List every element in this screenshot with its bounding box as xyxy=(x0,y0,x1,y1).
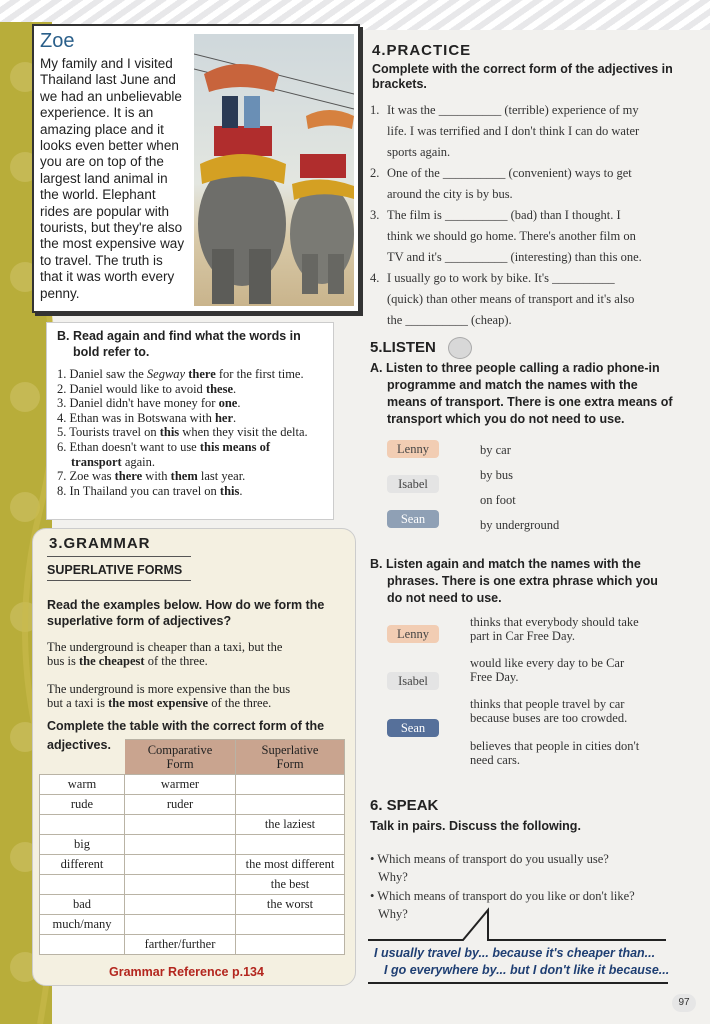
table-task-line-1: Complete the table with the correct form of the xyxy=(47,719,325,733)
adjective-cell: warm xyxy=(40,775,125,795)
zoe-line: we had an unbelievable xyxy=(40,88,182,104)
phrase-tag-isabel: Isabel xyxy=(387,672,439,690)
superlative-cell[interactable] xyxy=(236,835,345,855)
read-again-heading-1: B. Read again and find what the words in xyxy=(57,329,301,343)
zoe-line: that it was worth every xyxy=(40,269,175,285)
practice-line: think we should go home. There's another film on xyxy=(387,229,636,243)
table-row xyxy=(40,935,345,955)
listen-a-line-4: transport which you do not need to use. xyxy=(387,412,625,426)
phrase-3: thinks that people travel by car because buses are too crowded. xyxy=(470,697,628,725)
transport-by-underground: by underground xyxy=(480,518,560,532)
practice-instruction-2: brackets. xyxy=(372,77,427,91)
comparative-cell[interactable] xyxy=(125,915,236,935)
practice-line: 4. I usually go to work by bike. It's __________ xyxy=(370,271,615,285)
read-again-item: 8. In Thailand you can travel on this. xyxy=(57,483,243,498)
adjective-cell: rude xyxy=(40,795,125,815)
zoe-line: you are on top of the xyxy=(40,154,164,170)
superlative-cell: the best xyxy=(236,875,345,895)
adjective-table xyxy=(39,739,345,955)
grammar-question-1: Read the examples below. How do we form the xyxy=(47,598,325,612)
listen-a-line-3: means of transport. There is one extra means of xyxy=(387,395,673,409)
speak-question-1-why: Why? xyxy=(378,870,408,884)
speak-question-2: • Which means of transport do you like or don't like? xyxy=(370,889,635,903)
practice-line: 1. It was the __________ (terrible) experience of my xyxy=(370,103,639,117)
zoe-line: rides are popular with xyxy=(40,203,170,219)
comparative-cell[interactable] xyxy=(125,855,236,875)
example-2-line-2: but a taxi is the most expensive of the three. xyxy=(47,696,272,710)
read-again-heading-2: bold refer to. xyxy=(73,345,150,359)
phrase-tag-sean: Sean xyxy=(387,719,439,737)
zoe-line: looks even better when xyxy=(40,138,179,154)
speak-question-2-why: Why? xyxy=(378,907,408,921)
comparative-header: Comparative Form xyxy=(125,740,236,775)
name-tag-lenny: Lenny xyxy=(387,440,439,458)
practice-line: 2. One of the __________ (convenient) ways to get xyxy=(370,166,632,180)
speech-bubble-outline xyxy=(368,906,668,946)
comparative-cell[interactable] xyxy=(125,875,236,895)
example-2-line-1: The underground is more expensive than the bus xyxy=(47,682,291,696)
zoe-line: to travel. The truth is xyxy=(40,252,163,268)
adjective-cell: much/many xyxy=(40,915,125,935)
adjective-cell[interactable] xyxy=(40,935,125,955)
zoe-line: the most expensive way xyxy=(40,236,185,252)
practice-sentences xyxy=(370,100,670,331)
practice-line: sports again. xyxy=(387,145,451,159)
adjective-cell[interactable] xyxy=(40,875,125,895)
comparative-cell[interactable] xyxy=(125,815,236,835)
read-again-item: 3. Daniel didn't have money for one. xyxy=(57,396,241,411)
phrase-tag-lenny: Lenny xyxy=(387,625,439,643)
practice-line: (quick) than other means of transport and it's also xyxy=(387,292,635,306)
transport-by-bus: by bus xyxy=(480,468,513,482)
superlative-cell[interactable] xyxy=(236,795,345,815)
speak-question-1: • Which means of transport do you usually use? xyxy=(370,852,609,866)
superlative-forms-heading: SUPERLATIVE FORMS xyxy=(47,563,183,577)
comparative-cell[interactable] xyxy=(125,895,236,915)
zoe-line: penny. xyxy=(40,285,80,301)
zoe-title: Zoe xyxy=(40,30,75,52)
read-again-item: 4. Ethan was in Botswana with her. xyxy=(57,410,237,425)
name-tag-isabel: Isabel xyxy=(387,475,439,493)
zoe-text-box xyxy=(32,24,360,313)
speak-model-2: I go everywhere by... but I don't like it because... xyxy=(384,963,670,977)
comparative-cell: warmer xyxy=(125,775,236,795)
example-1-line-1: The underground is cheaper than a taxi, but the xyxy=(47,640,283,654)
grammar-title: 3.GRAMMAR xyxy=(49,535,151,552)
listen-b-line-1: B. Listen again and match the names with the xyxy=(370,557,641,571)
table-row xyxy=(40,775,345,795)
superlative-header: Superlative Form xyxy=(236,740,345,775)
superlative-cell: the laziest xyxy=(236,815,345,835)
comparative-cell[interactable] xyxy=(125,835,236,855)
table-row xyxy=(40,815,345,835)
practice-instruction-1: Complete with the correct form of the adjectives in xyxy=(372,62,673,76)
superlative-cell: the worst xyxy=(236,895,345,915)
zoe-line: largest land animal in xyxy=(40,170,168,186)
read-again-item: 2. Daniel would like to avoid these. xyxy=(57,381,237,396)
table-row xyxy=(40,795,345,815)
audio-cd-icon[interactable] xyxy=(448,337,472,359)
practice-line: around the city is by bus. xyxy=(387,187,513,201)
listen-b-line-3: do not need to use. xyxy=(387,591,502,605)
elephant-photo xyxy=(194,34,354,306)
table-task-line-2: adjectives. xyxy=(47,738,111,752)
adjective-cell[interactable] xyxy=(40,815,125,835)
phrase-2: would like every day to be Car Free Day. xyxy=(470,656,625,684)
elephant-ride-illustration xyxy=(194,34,354,306)
practice-title: 4.PRACTICE xyxy=(372,42,472,59)
listen-b-line-2: phrases. There is one extra phrase which you xyxy=(387,574,658,588)
practice-line: the __________ (cheap). xyxy=(387,313,512,327)
superlative-cell[interactable] xyxy=(236,915,345,935)
table-row xyxy=(40,915,345,935)
phrase-4: believes that people in cities don't need cars. xyxy=(470,739,640,767)
practice-line: life. I was terrified and I don't think I can do water xyxy=(387,124,640,138)
zoe-line: amazing place and it xyxy=(40,121,164,137)
name-tag-sean: Sean xyxy=(387,510,439,528)
listen-a-line-2: programme and match the names with the xyxy=(387,378,638,392)
read-again-item: transport again. xyxy=(71,454,156,469)
table-row xyxy=(40,895,345,915)
read-again-item: 5. Tourists travel on this when they visit the delta. xyxy=(57,425,308,440)
adjective-cell: bad xyxy=(40,895,125,915)
speak-instruction: Talk in pairs. Discuss the following. xyxy=(370,819,581,833)
grammar-panel xyxy=(32,528,356,986)
read-again-exercise xyxy=(46,322,334,520)
adjective-cell: big xyxy=(40,835,125,855)
adjective-cell: different xyxy=(40,855,125,875)
speak-title: 6. SPEAK xyxy=(370,797,439,814)
zoe-line: Thailand last June and xyxy=(40,72,176,88)
table-row xyxy=(40,855,345,875)
read-again-list xyxy=(57,367,329,498)
zoe-line: tourists, but they're also xyxy=(40,220,183,236)
listen-a-line-1: A. Listen to three people calling a radio phone-in xyxy=(370,361,660,375)
read-again-item: 6. Ethan doesn't want to use this means of xyxy=(57,439,271,454)
superlative-cell: the most different xyxy=(236,855,345,875)
example-1-line-2: bus is the cheapest of the three. xyxy=(47,654,208,668)
read-again-item: 1. Daniel saw the Segway there for the first time. xyxy=(57,367,304,381)
grammar-reference[interactable]: Grammar Reference p.134 xyxy=(109,965,264,979)
zoe-line: experience. It is an xyxy=(40,105,154,121)
table-row xyxy=(40,835,345,855)
grammar-question-2: superlative form of adjectives? xyxy=(47,614,232,628)
read-again-item: 7. Zoe was there with them last year. xyxy=(57,469,246,484)
comparative-cell: farther/further xyxy=(125,935,236,955)
table-row xyxy=(40,875,345,895)
zoe-paragraph xyxy=(40,56,188,302)
practice-line: 3. The film is __________ (bad) than I thought. I xyxy=(370,208,621,222)
speak-model-1: I usually travel by... because it's cheaper than... xyxy=(374,946,656,960)
superlative-cell[interactable] xyxy=(236,775,345,795)
superlative-cell[interactable] xyxy=(236,935,345,955)
listen-title: 5.LISTEN xyxy=(370,339,436,356)
page-number: 97 xyxy=(672,994,696,1012)
zoe-line: My family and I visited xyxy=(40,56,173,71)
phrase-1: thinks that everybody should take part in Car Free Day. xyxy=(470,615,639,643)
comparative-cell: ruder xyxy=(125,795,236,815)
practice-line: TV and it's __________ (interesting) than this one. xyxy=(387,250,642,264)
transport-on-foot: on foot xyxy=(480,493,516,507)
zoe-line: the world. Elephant xyxy=(40,187,156,203)
transport-by-car: by car xyxy=(480,443,511,457)
